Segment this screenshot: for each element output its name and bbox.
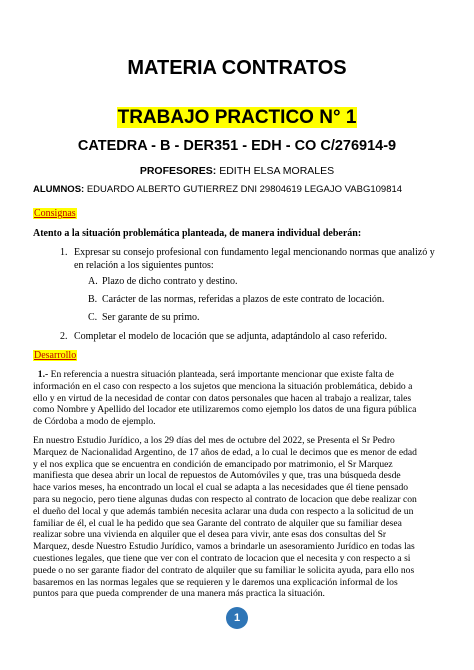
paragraph-line: manifiesta que desea abrir un local de repuestos de Automóviles y que, tras una búsqueda desde <box>33 470 401 482</box>
students-line <box>33 184 453 195</box>
paragraph-line: cuestiones legales, que tiene que ver con el contrato de locacion que el necesita y con respecto a si <box>33 552 411 564</box>
list-text: Carácter de las normas, referidas a plazos de este contrato de locación. <box>102 294 385 305</box>
assignment-title <box>0 107 474 129</box>
list-text-line: en relación a los siguientes puntos: <box>74 259 214 271</box>
paragraph-line: familiar de él, el cual le ha pedido que sea Garante del contrato de alquiler que su familiar desea <box>33 517 402 529</box>
assignment-title-text: TRABAJO PRACTICO N° 1 <box>117 107 357 128</box>
list-text: Completar el modelo de locación que se adjunta, adaptándolo al caso referido. <box>74 331 387 342</box>
section-heading-consignas: Consignas <box>34 208 76 219</box>
paragraph-line: de Córdoba a modo de ejemplo. <box>33 416 156 428</box>
list-number: A. <box>88 276 98 287</box>
paragraph-line: puntos para que pueda comprender de una manera más practica la situación. <box>33 588 325 600</box>
section-heading-desarrollo: Desarrollo <box>34 350 77 361</box>
paragraph-line: el dueño del local y que además también necesita aclarar una duda con respecto a la solicitud de un <box>33 505 414 517</box>
course-code: CATEDRA - B - DER351 - EDH - CO C/276914-9 <box>77 138 397 154</box>
list-number: 1. <box>60 247 68 258</box>
list-text: Ser garante de su primo. <box>102 312 200 323</box>
paragraph-line: y el nos explica que se encuentra en condición de emancipado por matrimonio, el Sr Marquez <box>33 458 393 470</box>
instructions-intro: Atento a la situación problemática planteada, de manera individual deberán: <box>33 228 362 239</box>
students-value: EDUARDO ALBERTO GUTIERREZ DNI 29804619 LEGAJO VABG109814 <box>84 184 403 195</box>
paragraph-lead: 1.- <box>37 369 49 380</box>
list-text: Plazo de dicho contrato y destino. <box>102 276 238 287</box>
paragraph-line: puede o no ser garante fiador del contrato de alquiler que su familiar le solicita ayuda, para ello nos <box>33 564 415 576</box>
paragraph-line: para su negocio, pero tiene algunas dudas con respecto al contrato de locacion que debe realizar con <box>33 493 417 505</box>
paragraph-line: hace varios meses, ha encontrado un local el cual se adapta a las necesidades que él tiene pensado <box>33 482 409 494</box>
professors-value: EDITH ELSA MORALES <box>216 165 335 177</box>
list-text-line: Expresar su consejo profesional con fundamento legal mencionando normas que analizó y <box>74 247 435 258</box>
paragraph-line: basaremos en las normas legales que se requieren y le daremos una explicación informal de los <box>33 576 398 588</box>
professors-line <box>0 165 474 177</box>
paragraph-2 <box>33 435 448 600</box>
paragraph-line: información en el caso con respecto a los sujetos que menciona la situación problemática, debido a <box>33 380 413 392</box>
list-number: C. <box>88 312 98 323</box>
paragraph-text: En referencia a nuestra situación planteada, será importante mencionar que existe falta de <box>48 369 394 380</box>
page-number: 1 <box>233 612 241 624</box>
list-number: B. <box>88 294 98 305</box>
paragraph-line: como Nombre y Apellido del locador ete utilizaremos como ejemplo los datos de una figura pública <box>33 404 417 416</box>
paragraph-1 <box>33 369 448 428</box>
students-label: ALUMNOS: <box>33 184 85 195</box>
paragraph-line: Marquez, desde Nuestro Estudio Jurídico, vamos a brindarle un asesoramiento Jurídico en todas las <box>33 541 415 553</box>
professors-label: PROFESORES: <box>139 165 217 177</box>
paragraph-line <box>33 369 394 380</box>
paragraph-line: Marquez de Nacionalidad Argentino, de 17 años de edad, a lo cual le decimos que es menor de edad <box>33 446 417 458</box>
subject-title: MATERIA CONTRATOS <box>127 57 347 79</box>
paragraph-line: En nuestro Estudio Jurídico, a los 29 días del mes de octubre del 2022, se Presenta el Sr Pedro <box>33 435 395 446</box>
list-text <box>74 247 435 272</box>
paragraph-line: ello y en virtud de la necesidad de contar con datos personales que hacen al trabajo a realizar, tales <box>33 392 412 404</box>
list-number: 2. <box>60 331 68 342</box>
page-number-badge <box>226 607 248 629</box>
paragraph-line: realizar sobre una vivienda en alquiler que el desea para vivir, ante esas dos consultas del Sr <box>33 529 387 541</box>
